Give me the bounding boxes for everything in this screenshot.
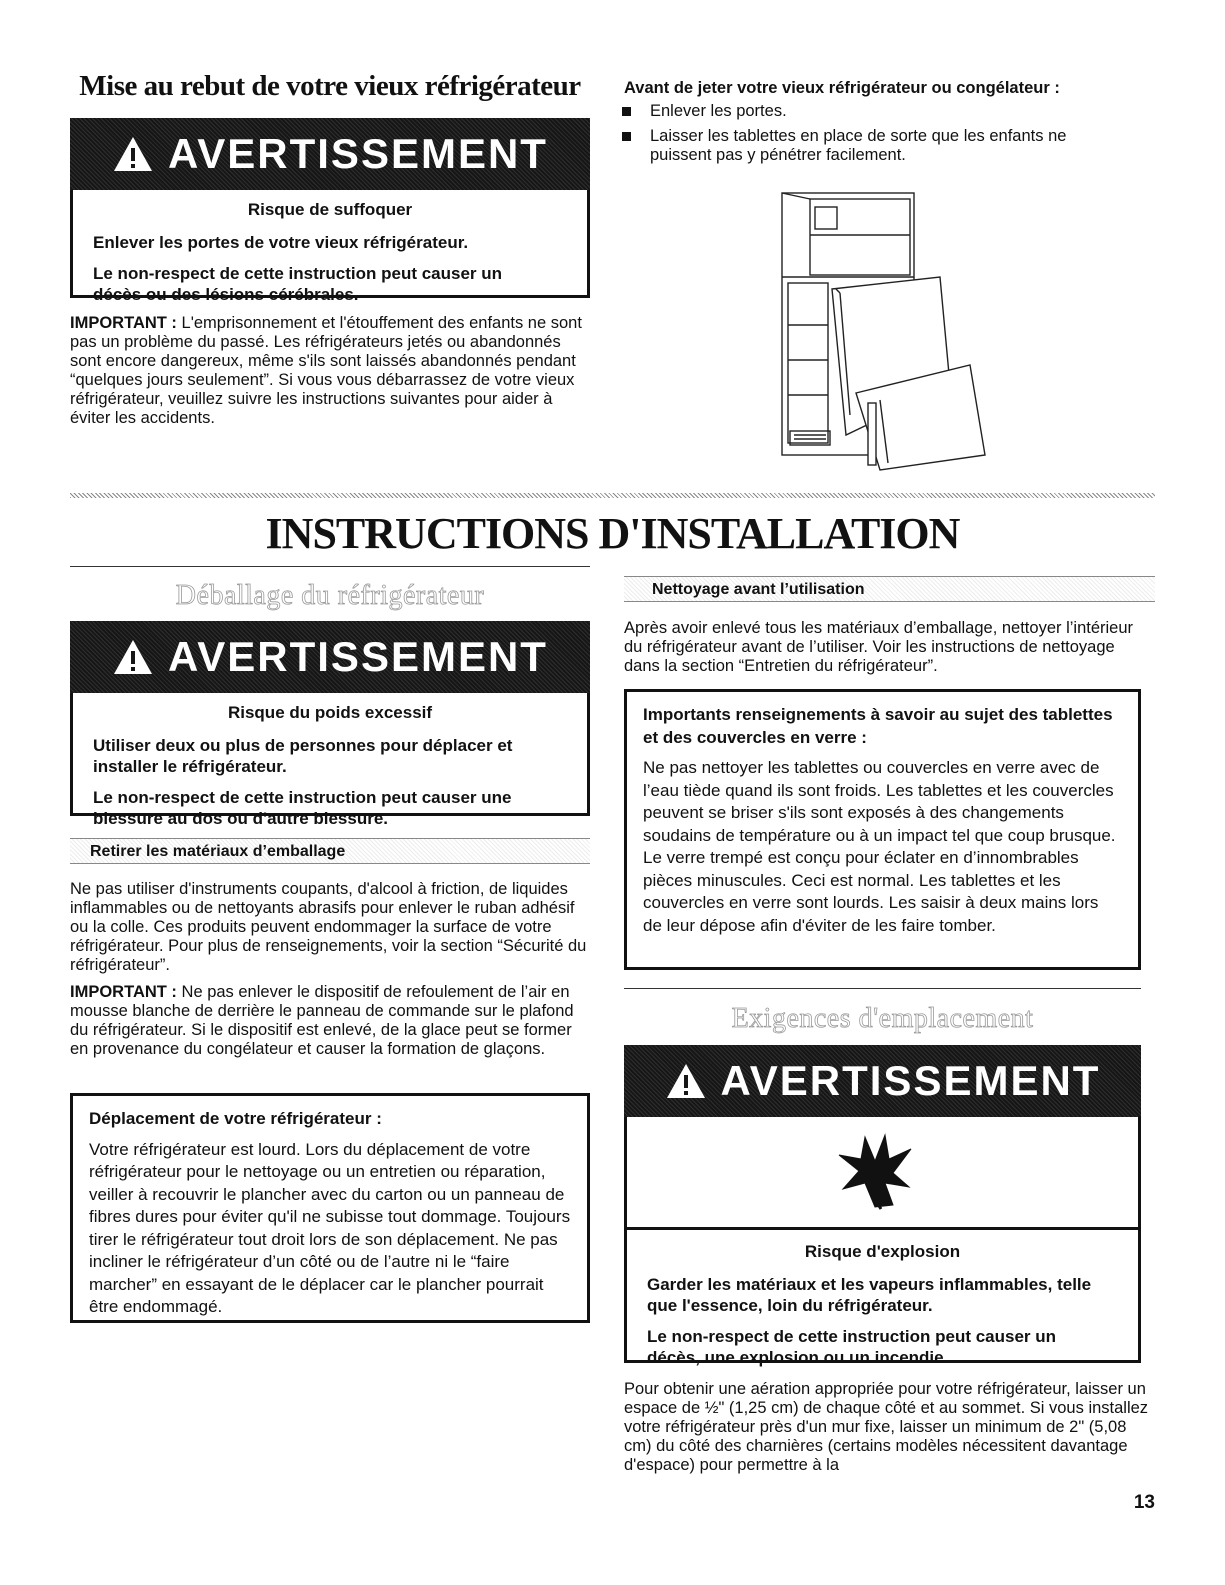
glass-text: Ne pas nettoyer les tablettes ou couvercles en verre avec de l’eau tiède quand ils sont froids. Les tablettes et les couvercles peuvent se briser s'ils sont exposés à des changements soudains de température ou à un impact tel que coup brusque. Le verre trempé est conçu pour éclater en d’innombrables pièces minuscules. Ceci est normal. Les tablettes et les couvercles en verre sont lourds. Les saisir à deux mains lors de leur dépose afin d'éviter de les faire tomber.: [643, 758, 1116, 935]
warning-box-weight: [70, 621, 590, 828]
moving-heading: Déplacement de votre réfrigérateur :: [89, 1109, 382, 1128]
warning-instruction: Utiliser deux ou plus de personnes pour déplacer et installer le réfrigérateur.: [93, 736, 513, 776]
before-discard-list: [618, 102, 1118, 171]
warning-banner: [70, 621, 590, 693]
warning-consequence: Le non-respect de cette instruction peut causer une blessure au dos ou d'autre blessure.: [93, 788, 512, 828]
location-text: Pour obtenir une aération appropriée pour votre réfrigérateur, laisser un espace de ½" (1,25 cm) de chaque côté et au sommet. Si vous installez votre réfrigérateur près d'un mur fixe, laisser un minimum de 2" (5,08 cm) du côté des charnières (certains modèles nécessitent davantage d'espace) pour permettre à la: [624, 1380, 1149, 1474]
warning-triangle-icon: [112, 638, 154, 676]
remove-packaging-text: Ne pas utiliser d'instruments coupants, d'alcool à friction, de liquides inflammables ou de nettoyants abrasifs pour enlever le ruban adhésif ou la colle. Ces produits peuvent endommager la surface de votre réfrigérateur. Pour plus de renseignements, voir la section “Sécurité du réfrigérateur”.: [70, 880, 587, 974]
cleaning-text: Après avoir enlevé tous les matériaux d’emballage, nettoyer l’intérieur du réfrigérateur avant de l’utiliser. Voir les instructions de nettoyage dans la section “Entretien du réfrigérateur”.: [624, 619, 1134, 675]
warning-label: AVERTISSEMENT: [168, 633, 548, 680]
important-label: IMPORTANT :: [70, 314, 177, 332]
section-divider: [70, 493, 1155, 498]
unpacking-important: [70, 983, 590, 1059]
disposal-important: [70, 314, 590, 428]
warning-hazard: Risque du poids excessif: [227, 703, 433, 722]
warning-banner: [70, 118, 590, 190]
disposal-title: Mise au rebut de votre vieux réfrigérateur: [79, 70, 581, 102]
important-text: Ne pas enlever le dispositif de refoulement de l’air en mousse blanche de derrière le panneau de commande sur le plafond du réfrigérateur. Si le dispositif est enlevé, de la glace peut se former en provenance du congélateur et causer la formation de glaçons.: [70, 983, 574, 1058]
warning-triangle-icon: [665, 1062, 707, 1100]
warning-hazard: Risque de suffoquer: [247, 200, 413, 219]
before-discard-title: Avant de jeter votre vieux réfrigérateur ou congélateur :: [624, 79, 1060, 97]
glass-info-box: [624, 689, 1141, 970]
warning-box-suffocation: [70, 118, 590, 304]
explosion-icon: [835, 1131, 915, 1213]
important-text: L'emprisonnement et l'étouffement des enfants ne sont pas un problème du passé. Les réfrigérateurs jetés ou abandonnés sont encore dangereux, même s'ils sont laissés abandonnés pendant “quelques jours seulement”. Si vous vous débarrassez de votre vieux réfrigérateur, veuillez suivre les instructions suivantes pour aider à éviter les accidents.: [70, 314, 582, 427]
rule-line: [70, 566, 590, 567]
important-label: IMPORTANT :: [70, 983, 177, 1001]
warning-instruction: Garder les matériaux et les vapeurs inflammables, telle que l'essence, loin du réfrigérateur.: [647, 1275, 1092, 1315]
moving-refrigerator-box: [70, 1093, 590, 1323]
moving-text: Votre réfrigérateur est lourd. Lors du déplacement de votre réfrigérateur pour le nettoyage ou un entretien ou réparation, veiller à recouvrir le plancher avec du carton ou un panneau de fibres dures pour éviter qu'il ne subisse tout dommage. Toujours tirer le réfrigérateur tout droit lors de son déplacement. Ne pas incliner le réfrigérateur d’un côté ou de l’autre ni le “faire marcher” en essayant de le déplacer car le plancher pourrait être endommagé.: [89, 1139, 571, 1316]
warning-label: AVERTISSEMENT: [720, 1057, 1101, 1104]
warning-instruction: Enlever les portes de votre vieux réfrigérateur.: [93, 233, 469, 252]
warning-triangle-icon: [112, 135, 154, 173]
refrigerator-doors-removed-illustration: [770, 185, 1000, 480]
warning-consequence: Le non-respect de cette instruction peut causer un décès ou des lésions cérébrales.: [93, 264, 503, 304]
warning-box-explosion: [624, 1045, 1141, 1367]
remove-packaging-heading: Retirer les matériaux d’emballage: [70, 838, 590, 864]
unpacking-heading: Déballage du réfrigérateur: [175, 580, 485, 611]
warning-consequence: Le non-respect de cette instruction peut causer un décès, une explosion ou un incendie.: [647, 1327, 1057, 1367]
list-item: Enlever les portes.: [618, 102, 1118, 121]
warning-label: AVERTISSEMENT: [168, 130, 548, 177]
warning-hazard: Risque d'explosion: [804, 1242, 961, 1261]
warning-banner: [624, 1045, 1141, 1117]
page-number: 13: [1133, 1492, 1155, 1513]
explosion-icon-panel: [627, 1117, 1138, 1230]
install-title: INSTRUCTIONS D'INSTALLATION: [265, 509, 960, 558]
cleaning-heading: Nettoyage avant l’utilisation: [624, 576, 1155, 602]
list-item: Laisser les tablettes en place de sorte que les enfants ne puissent pas y pénétrer facilement.: [618, 127, 1118, 165]
glass-heading: Importants renseignements à savoir au sujet des tablettes et des couvercles en verre :: [643, 705, 1113, 747]
rule-line: [624, 988, 1141, 989]
location-heading: Exigences d'emplacement: [731, 1003, 1034, 1034]
